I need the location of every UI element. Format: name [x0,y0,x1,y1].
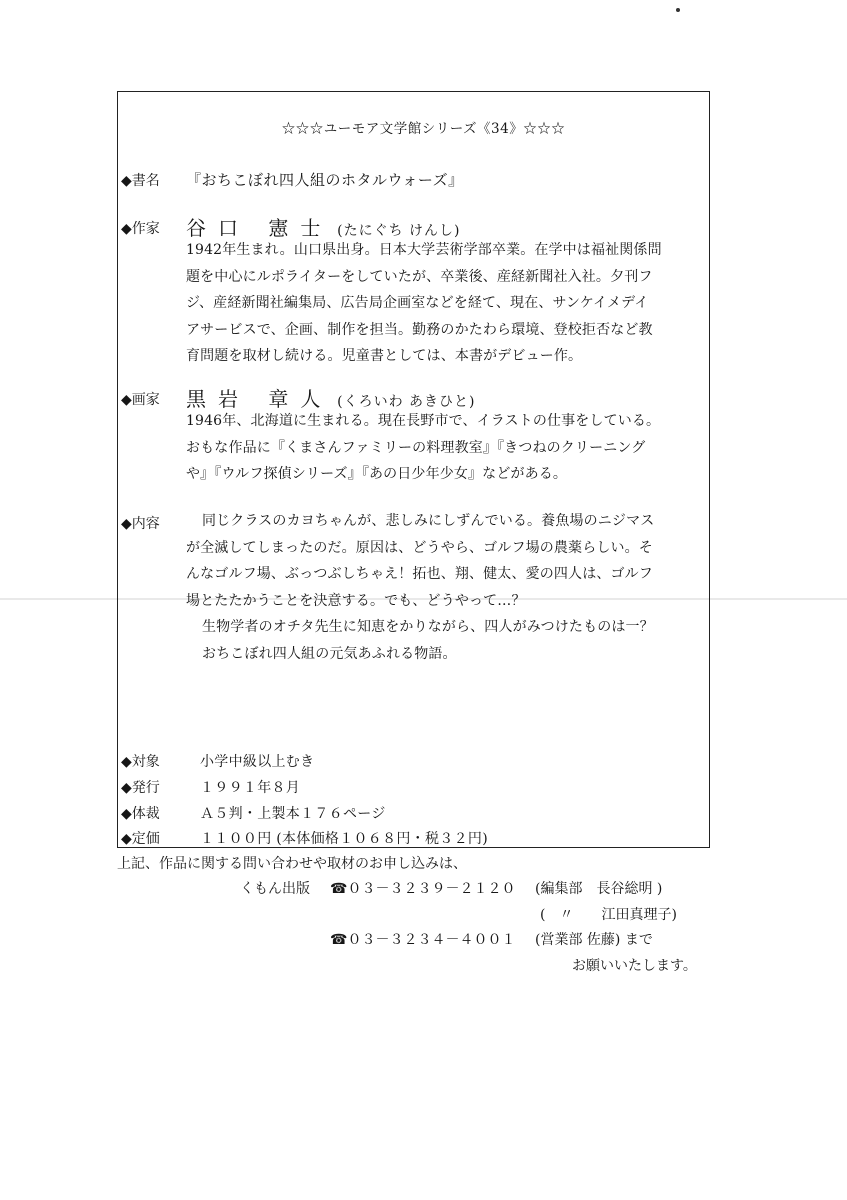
content-line: 同じクラスのカヨちゃんが、悲しみにしずんでいる。養魚場のニジマス [202,513,655,529]
illustrator-reading: (くろいわ あきひと) [337,394,476,410]
content-text [186,508,654,668]
price-label: ◆定価 [121,831,160,847]
format-label: ◆体裁 [121,806,160,822]
author-bio-line: ジ、産経新聞社編集局、広告局企画室などを経て、現在、サンケイメデイ [186,295,649,312]
price-value: １１００円 (本体価格１０６８円・税３２円) [200,831,488,847]
contact-intro: 上記、作品に関する問い合わせや取材のお申し込みは、 [117,856,467,872]
author-bio-line: 1942年生まれ。山口県出身。日本大学芸術学部卒業。在学中は福祉関係問 [186,242,662,258]
illustrator-bio-line: 1946年、北海道に生まれる。現在長野市で、イラストの仕事をしている。 [186,413,661,429]
illustrator-label: ◆画家 [121,392,160,408]
series-heading: ☆☆☆ユーモア文学館シリーズ《34》☆☆☆ [281,121,566,137]
audience-label: ◆対象 [121,754,160,770]
format-value: Ａ５判・上製本１７６ページ [200,806,386,822]
audience-value: 小学中級以上むき [200,754,315,770]
content-line: 生物学者のオチタ先生に知恵をかりながら、四人がみつけたものは一？ [202,619,654,636]
author-name: 谷口 憲士 [186,216,333,240]
content-label: ◆内容 [121,516,160,532]
author-bio-line: 育問題を取材し続ける。児童書としては、本書がデビュー作。 [186,348,583,365]
content-line: おちこぼれ四人組の元気あふれる物語。 [202,645,457,662]
author-bio-line: アサービスで、企画、制作を担当。勤務のかたわら環境、登校拒否など教 [186,321,653,338]
illustrator-bio [186,408,660,488]
book-label: ◆書名 [121,173,160,189]
author-bio-line: 題を中心にルポライターをしていたが、卒業後、産経新聞社入社。夕刊フ [186,268,653,285]
publisher-name: くもん出版 [240,881,310,897]
content-line: 場とたたかうことを決意する。でも、どうやって…？ [186,592,526,609]
published-value: １９９１年８月 [200,780,301,796]
illustrator-bio-line: や』『ウルフ探偵シリーズ』『あの日少年少女』などがある。 [186,466,568,483]
content-line: んなゴルフ場、ぶっつぶしちゃえ！拓也、翔、健太、愛の四人は、ゴルフ [186,566,653,583]
editorial-phone: ☎０３－３２３９－２１２０ [330,881,516,897]
published-label: ◆発行 [121,780,160,796]
closing-text: お願いいたします。 [572,958,697,974]
author-bio [186,237,662,370]
editorial-contact-2: ( 〃 江田真理子) [540,907,677,923]
paper-speck [676,8,680,12]
editorial-contact: (編集部 長谷総明 ) [535,881,663,897]
author-label: ◆作家 [121,221,160,237]
content-line: が全滅してしまったのだ。原因は、どうやら、ゴルフ場の農薬らしい。そ [186,539,653,556]
author-reading: (たにぐち けんし) [337,223,461,239]
illustrator-bio-line: おもな作品に『くまさんファミリーの料理教室』『きつねのクリーニング [186,439,646,456]
illustrator-name: 黒岩 章人 [186,387,333,411]
sales-phone: ☎０３－３２３４－４００１ [330,932,516,948]
book-title: 『おちこぼれ四人組のホタルウォーズ』 [186,171,464,189]
sales-contact: (営業部 佐藤) まで [535,932,653,948]
